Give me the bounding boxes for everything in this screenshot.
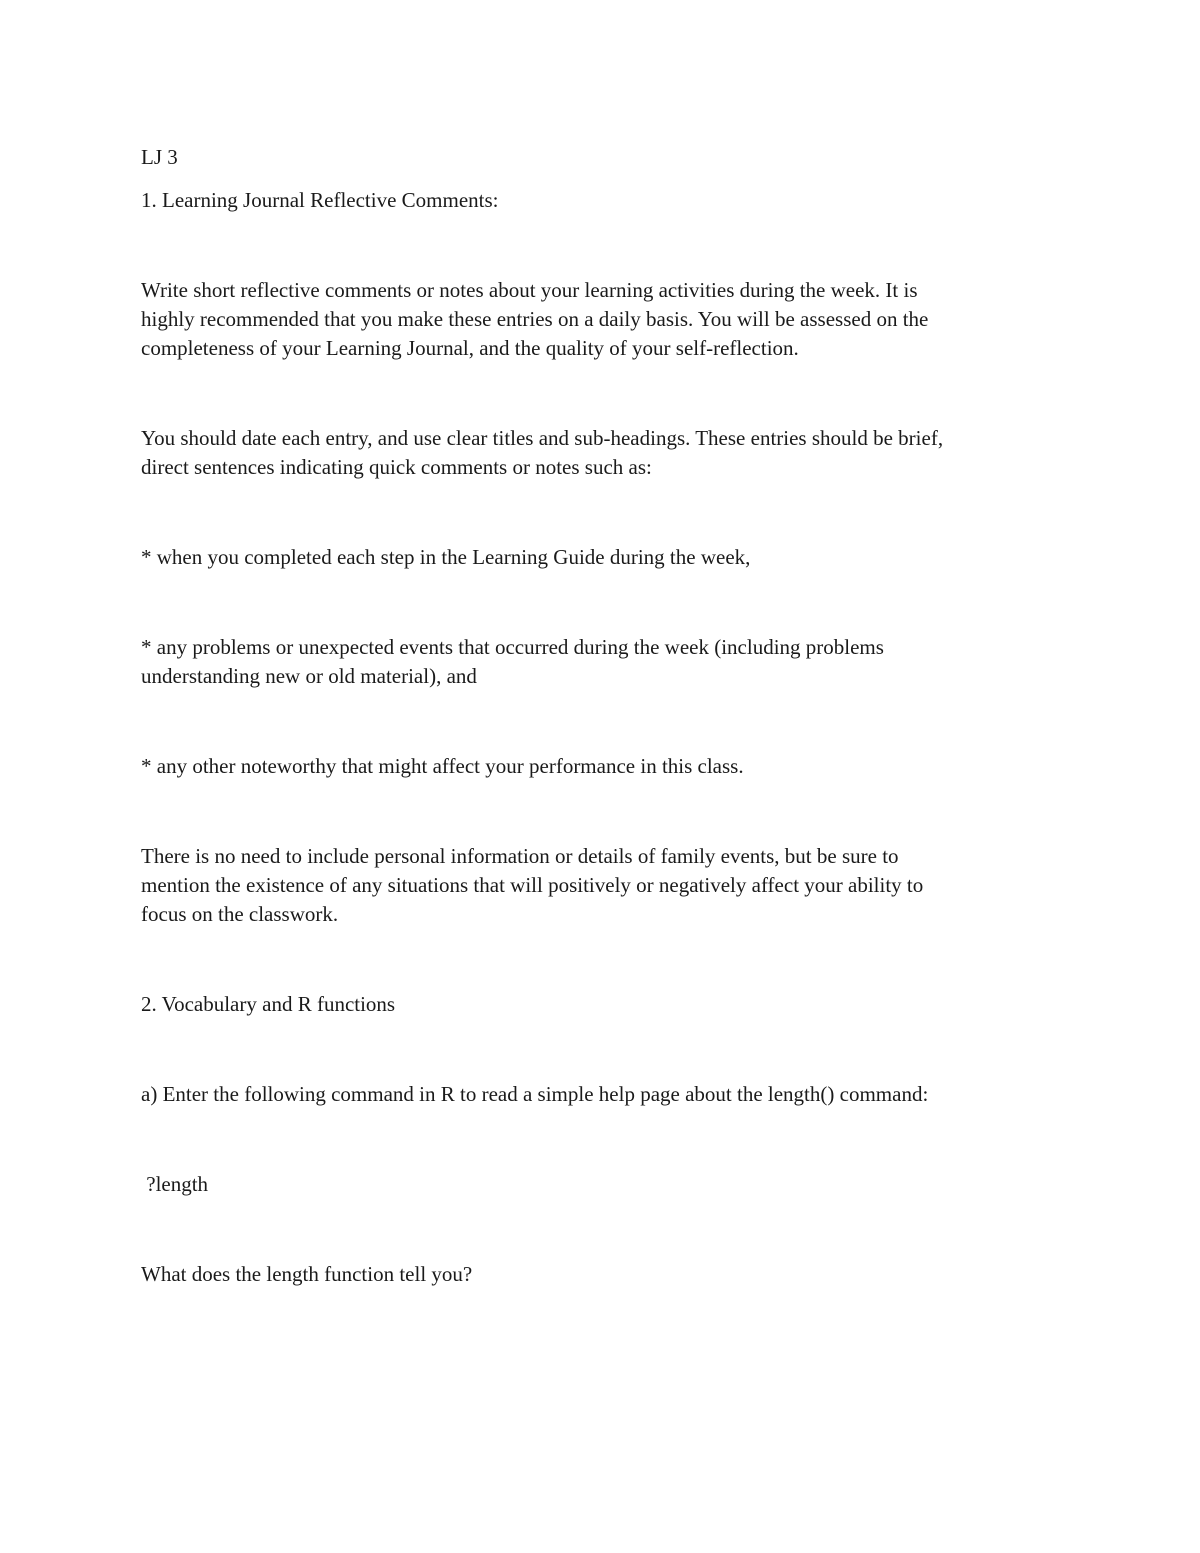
- bullet-item: * any problems or unexpected events that occurred during the week (including problems: [141, 635, 884, 659]
- bullet-item: * when you completed each step in the Learning Guide during the week,: [141, 545, 751, 569]
- bullet-item: * any other noteworthy that might affect your performance in this class.: [141, 754, 744, 778]
- question-text: What does the length function tell you?: [141, 1262, 473, 1286]
- section-2-heading: 2. Vocabulary and R functions: [141, 992, 396, 1016]
- paragraph-line: direct sentences indicating quick comments or notes such as:: [141, 455, 652, 479]
- paragraph-line: highly recommended that you make these entries on a daily basis. You will be assessed on the: [141, 307, 929, 331]
- paragraph-line: focus on the classwork.: [141, 902, 339, 926]
- bullet-item-continuation: understanding new or old material), and: [141, 664, 477, 688]
- r-command-text: ?length: [141, 1172, 209, 1196]
- section-1-heading: 1. Learning Journal Reflective Comments:: [141, 188, 499, 212]
- paragraph-line: You should date each entry, and use clear titles and sub-headings. These entries should be brief,: [141, 426, 944, 450]
- paragraph-line: completeness of your Learning Journal, and the quality of your self-reflection.: [141, 336, 799, 360]
- paragraph-line: Write short reflective comments or notes about your learning activities during the week. It is: [141, 278, 918, 302]
- instruction-text: a) Enter the following command in R to read a simple help page about the length() command:: [141, 1082, 929, 1106]
- paragraph-line: mention the existence of any situations that will positively or negatively affect your ability to: [141, 873, 924, 897]
- document-title: LJ 3: [141, 145, 178, 169]
- paragraph-line: There is no need to include personal information or details of family events, but be sure to: [141, 844, 899, 868]
